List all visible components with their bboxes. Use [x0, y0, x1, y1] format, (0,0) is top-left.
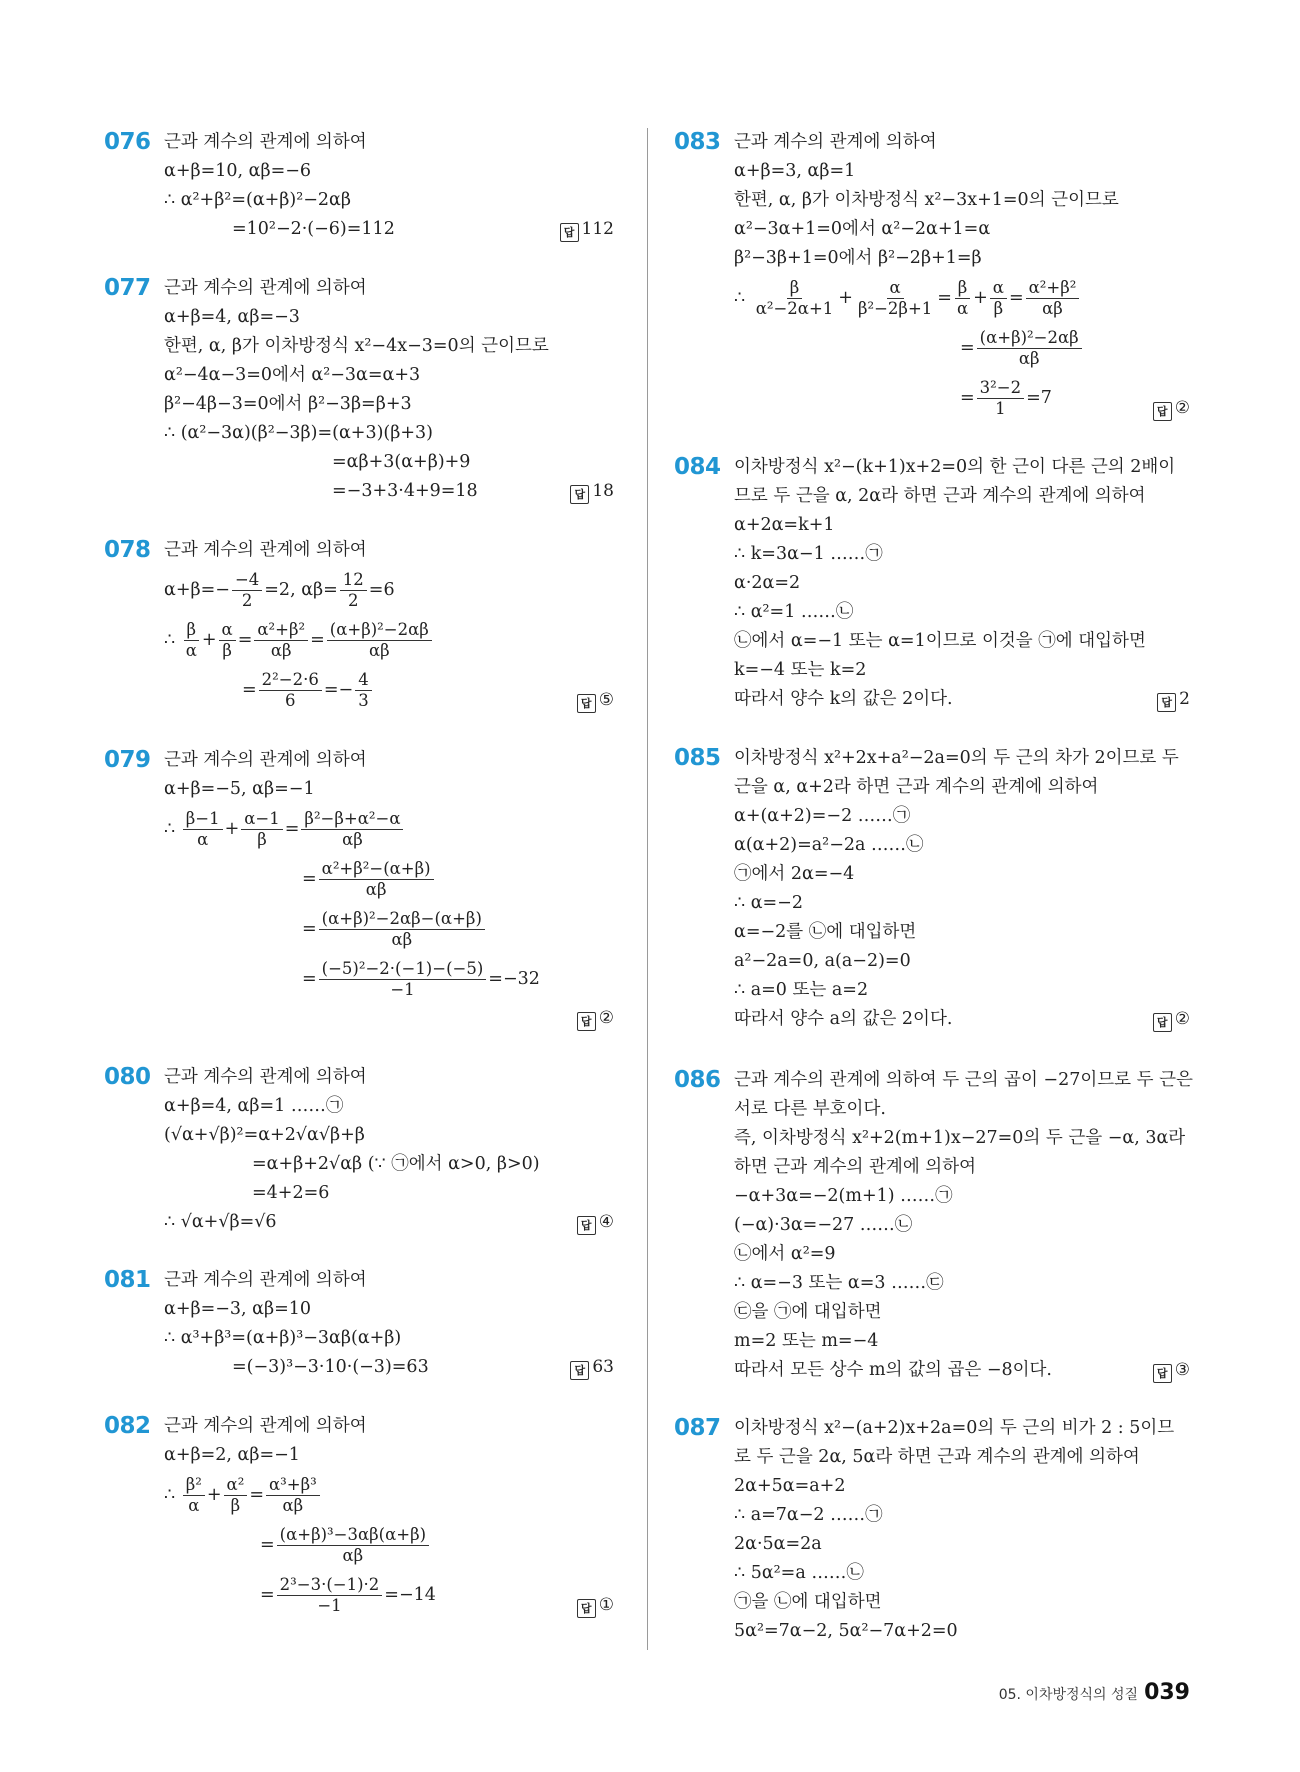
solution-line: 하면 근과 계수의 관계에 의하여	[734, 1157, 977, 1177]
solution-line: ∴ √α+√β=√6 답 ④	[164, 1208, 614, 1237]
solution-line: 근을 α, α+2라 하면 근과 계수의 관계에 의하여	[734, 777, 1099, 797]
problem-number: 087	[674, 1415, 721, 1441]
problem-number: 080	[104, 1064, 151, 1090]
answer-mark-icon: 답	[1153, 402, 1172, 421]
page-number: 039	[1144, 1680, 1190, 1705]
solution-line: ∴ a=7α−2 ……㉠	[734, 1505, 883, 1525]
solution-line: ∴ 5α²=a ……㉡	[734, 1563, 864, 1583]
problem-number: 076	[104, 129, 151, 155]
answer: 답 ③	[1153, 1356, 1190, 1385]
solution-line: α+β=−3, αβ=10	[164, 1299, 312, 1319]
solution-line: ∴ (α²−3α)(β²−3β)=(α+3)(β+3)	[164, 423, 434, 443]
solution-line: 이차방정식 x²−(a+2)x+2a=0의 두 근의 비가 2 : 5이므	[734, 1418, 1175, 1438]
page-footer	[999, 1680, 1190, 1705]
solution-line: ㉠에서 2α=−4	[734, 864, 855, 884]
answer-mark-icon: 답	[577, 1599, 596, 1618]
solution-line: m=2 또는 m=−4	[734, 1331, 879, 1351]
problem-number: 079	[104, 747, 151, 773]
answer: 답 ②	[577, 1004, 614, 1033]
solution-line: 근과 계수의 관계에 의하여	[164, 750, 367, 770]
solution-line: 따라서 양수 a의 값은 2이다. 답 ②	[734, 1005, 1190, 1034]
solution-line: 근과 계수의 관계에 의하여	[164, 1270, 367, 1290]
solution-line: 한편, α, β가 이차방정식 x²−3x+1=0의 근이므로	[734, 190, 1119, 210]
solution-line: k=−4 또는 k=2	[734, 660, 867, 680]
solution-line: α²−3α+1=0에서 α²−2α+1=α	[734, 219, 991, 239]
solution-line: 2α+5α=a+2	[734, 1476, 846, 1496]
problem-number: 082	[104, 1413, 151, 1439]
solution-line: = $\frac{\text{2²−2·6}}{6}$ =− $\frac{4}{3}$ 답 ⑤	[164, 665, 614, 715]
solution-line: α+β=−5, αβ=−1	[164, 779, 315, 799]
solution-line: 근과 계수의 관계에 의하여	[164, 1067, 367, 1087]
answer-mark-icon: 답	[577, 1216, 596, 1235]
solution-line: β²−3β+1=0에서 β²−2β+1=β	[734, 248, 982, 268]
solution-line: =10²−2·(−6)=112 답 112	[164, 215, 614, 244]
solution-line: 따라서 모든 상수 m의 값의 곱은 −8이다. 답 ③	[734, 1356, 1190, 1385]
solution-line: 근과 계수의 관계에 의하여 두 근의 곱이 −27이므로 두 근은	[734, 1070, 1193, 1090]
solution-line: ∴ a=0 또는 a=2	[734, 980, 869, 1000]
solution-line: = $\frac{\text{(α+β)²−2αβ−(α+β)}}{\alpha\beta}$	[164, 904, 614, 954]
answer: 답 18	[570, 477, 614, 506]
problem-number: 085	[674, 745, 721, 771]
solution-line: ㉢을 ㉠에 대입하면	[734, 1302, 882, 1322]
answer-mark-icon: 답	[1157, 693, 1176, 712]
solution-line: = $\frac{\text{(α+β)³−3αβ(α+β)}}{\alpha\beta}$	[164, 1520, 614, 1570]
solution-line: α·2α=2	[734, 573, 801, 593]
problem-number: 084	[674, 454, 721, 480]
solution-line: =α+β+2√αβ (∵ ㉠에서 α>0, β>0)	[252, 1154, 540, 1174]
solution-line: α+β=− $\frac{-4}{2}$ =2, αβ= $\frac{12}{2}$ =6	[164, 570, 395, 610]
answer: 답 ①	[577, 1580, 614, 1630]
solution-line: =4+2=6	[252, 1183, 330, 1203]
answer-mark-icon: 답	[1153, 1364, 1172, 1383]
solution-line: =−3+3·4+9=18 답 18	[164, 477, 614, 506]
solution-line: 2α·5α=2a	[734, 1534, 822, 1554]
solution-line: ㉡에서 α=−1 또는 α=1이므로 이것을 ㉠에 대입하면	[734, 631, 1146, 651]
solution-line: β²−4β−3=0에서 β²−3β=β+3	[164, 394, 412, 414]
solution-line: 따라서 양수 k의 값은 2이다. 답 2	[734, 685, 1190, 714]
solution-line: ∴ α²=1 ……㉡	[734, 602, 854, 622]
answer-mark-icon: 답	[560, 223, 579, 242]
solution-line: ∴ α=−3 또는 α=3 ……㉢	[734, 1273, 944, 1293]
solution-line: (√α+√β)²=α+2√α√β+β	[164, 1125, 365, 1145]
answer: 답 63	[570, 1353, 614, 1382]
solution-line: =(−3)³−3·10·(−3)=63 답 63	[164, 1353, 614, 1382]
solution-line: ∴ $\frac{\beta-1}{\alpha}$ + $\frac{\alpha-1}{\beta}$ = $\frac{\text{β²−β+α²−α}}{\alpha\beta}$	[164, 804, 614, 854]
solution-line: α²−4α−3=0에서 α²−3α=α+3	[164, 365, 421, 385]
solution-line: α=−2를 ㉡에 대입하면	[734, 922, 917, 942]
solution-line: 근과 계수의 관계에 의하여	[734, 132, 937, 152]
solution-line: α+β=4, αβ=−3	[164, 307, 300, 327]
solution-line: 한편, α, β가 이차방정식 x²−4x−3=0의 근이므로	[164, 336, 549, 356]
solution-line: α(α+2)=a²−2a ……㉡	[734, 835, 924, 855]
answer-mark-icon: 답	[577, 694, 596, 713]
solution-line: −α+3α=−2(m+1) ……㉠	[734, 1186, 953, 1206]
problem-number: 077	[104, 275, 151, 301]
column-divider	[647, 128, 648, 1650]
solution-line: ∴ $\frac{\beta}{\text{α²−2α+1}}$ + $\frac{\alpha}{\text{β²−2β+1}}$ = $\frac{\beta}{\alpha}$ + $\frac{\alpha}{\beta}$ = $\frac{\text{α²+β²}}{\alpha\beta}$	[734, 273, 1190, 323]
solution-line: 근과 계수의 관계에 의하여	[164, 132, 367, 152]
solution-line: 이차방정식 x²−(k+1)x+2=0의 한 근이 다른 근의 2배이	[734, 457, 1176, 477]
solution-line: ∴ $\frac{\beta}{\alpha}$ + $\frac{\alpha}{\beta}$ = $\frac{\text{α²+β²}}{\alpha\beta}$ = $\frac{\text{(α+β)²−2αβ}}{\alpha\beta}$	[164, 615, 614, 665]
solution-line: ∴ $\frac{\text{β²}}{\alpha}$ + $\frac{\text{α²}}{\beta}$ = $\frac{\text{α³+β³}}{\alpha\beta}$	[164, 1470, 614, 1520]
solution-line: (−α)·3α=−27 ……㉡	[734, 1215, 913, 1235]
answer-mark-icon: 답	[570, 485, 589, 504]
chapter-title: 05. 이차방정식의 성질	[998, 1687, 1139, 1703]
solution-line: =αβ+3(α+β)+9	[332, 452, 471, 472]
answer: 답 ②	[1153, 383, 1190, 433]
solution-line: = $\frac{\text{(α+β)²−2αβ}}{\alpha\beta}$	[734, 323, 1190, 373]
solution-line: 근과 계수의 관계에 의하여	[164, 540, 367, 560]
problem-number: 078	[104, 537, 151, 563]
solution-line: 근과 계수의 관계에 의하여	[164, 278, 367, 298]
answer-mark-icon: 답	[577, 1012, 596, 1031]
answer: 답 ④	[577, 1208, 614, 1237]
problem-number: 081	[104, 1267, 151, 1293]
solution-line	[164, 1004, 614, 1033]
solution-line: α+2α=k+1	[734, 515, 835, 535]
solution-line: 로 두 근을 2α, 5α라 하면 근과 계수의 관계에 의하여	[734, 1447, 1140, 1467]
solution-line: α+β=10, αβ=−6	[164, 161, 312, 181]
answer-mark-icon: 답	[570, 1361, 589, 1380]
answer-mark-icon: 답	[1153, 1013, 1172, 1032]
solution-line: 5α²=7α−2, 5α²−7α+2=0	[734, 1621, 958, 1641]
problem-number: 083	[674, 129, 721, 155]
solution-line: ∴ k=3α−1 ……㉠	[734, 544, 883, 564]
answer: 답 ②	[1153, 1005, 1190, 1034]
solution-line: 므로 두 근을 α, 2α라 하면 근과 계수의 관계에 의하여	[734, 486, 1146, 506]
solution-line: 근과 계수의 관계에 의하여	[164, 1416, 367, 1436]
answer: 답 ⑤	[577, 675, 614, 725]
solution-line: α+(α+2)=−2 ……㉠	[734, 806, 911, 826]
solution-line: = $\frac{\text{(−5)²−2·(−1)−(−5)}}{-1}$ =−32	[302, 959, 540, 999]
solution-line: ㉠을 ㉡에 대입하면	[734, 1592, 882, 1612]
solution-line: ∴ α=−2	[734, 893, 803, 913]
answer: 답 112	[560, 215, 614, 244]
solution-line: ∴ α²+β²=(α+β)²−2αβ	[164, 190, 351, 210]
solution-line: ∴ α³+β³=(α+β)³−3αβ(α+β)	[164, 1328, 402, 1348]
solution-line: ㉡에서 α²=9	[734, 1244, 836, 1264]
solution-line: = $\frac{\text{3²−2}}{1}$ =7 답 ②	[734, 373, 1190, 423]
solution-line: a²−2a=0, a(a−2)=0	[734, 951, 911, 971]
solution-line: α+β=4, αβ=1 ……㉠	[164, 1096, 344, 1116]
problem-number: 086	[674, 1067, 721, 1093]
answer: 답 2	[1157, 685, 1190, 714]
solution-line: 서로 다른 부호이다.	[734, 1099, 886, 1119]
solution-line: = $\frac{\text{2³−3·(−1)·2}}{-1}$ =−14 답 ①	[164, 1570, 614, 1620]
solution-line: α+β=3, αβ=1	[734, 161, 856, 181]
solution-line: 즉, 이차방정식 x²+2(m+1)x−27=0의 두 근을 −α, 3α라	[734, 1128, 1186, 1148]
solution-line: 이차방정식 x²+2x+a²−2a=0의 두 근의 차가 2이므로 두	[734, 748, 1179, 768]
solution-line: α+β=2, αβ=−1	[164, 1445, 300, 1465]
solution-line: = $\frac{\text{α²+β²−(α+β)}}{\alpha\beta}$	[164, 854, 614, 904]
